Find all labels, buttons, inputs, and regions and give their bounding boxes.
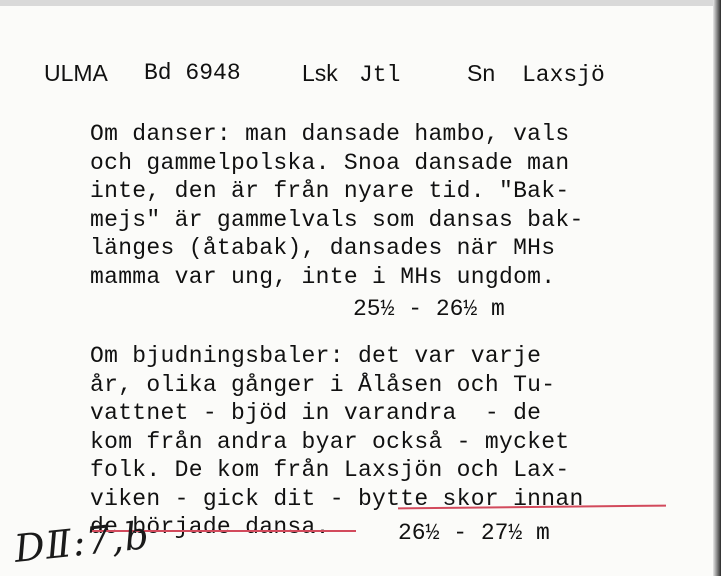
text-line: länges (åtabak), dansades när MHs (90, 235, 556, 261)
paragraph-dances (90, 120, 584, 291)
archive-code: ULMA (44, 60, 108, 86)
text-line: viken - gick dit - bytte skor innan (90, 485, 584, 512)
text-line: inte, den är från nyare tid. "Bak- (90, 178, 570, 204)
province-label: Lsk (302, 60, 338, 86)
card-top-edge (0, 0, 721, 6)
tape-reference-1: 25½ - 26½ m (353, 296, 505, 322)
text-line: Om danser: man dansade hambo, vals (90, 121, 570, 147)
card-right-edge (713, 0, 721, 576)
text-line: vattnet - bjöd in varandra - de (90, 400, 542, 426)
text-line: folk. De kom från Laxsjön och Lax- (90, 457, 570, 483)
parish-label: Sn (467, 60, 496, 86)
paragraph-balls (90, 342, 584, 542)
text-line: och gammelpolska. Snoa dansade man (90, 149, 570, 176)
text-line: mamma var ung, inte i MHs ungdom. (90, 263, 556, 290)
text-line: år, olika gånger i Ålåsen och Tu- (90, 371, 556, 398)
parish-value: Laxsjö (522, 62, 605, 88)
tape-reference-2: 26½ - 27½ m (398, 520, 550, 546)
text-line: kom från andra byar också - mycket (90, 428, 570, 455)
handwritten-archive-mark: DⅡ:7,b (12, 513, 152, 571)
text-line: de började dansa. (90, 514, 330, 540)
text-line: mejs" är gammelvals som dansas bak- (90, 206, 584, 233)
volume-number: Bd 6948 (144, 60, 241, 86)
province-value: Jtl (359, 62, 401, 88)
text-line: Om bjudningsbaler: det var varje (90, 343, 542, 369)
